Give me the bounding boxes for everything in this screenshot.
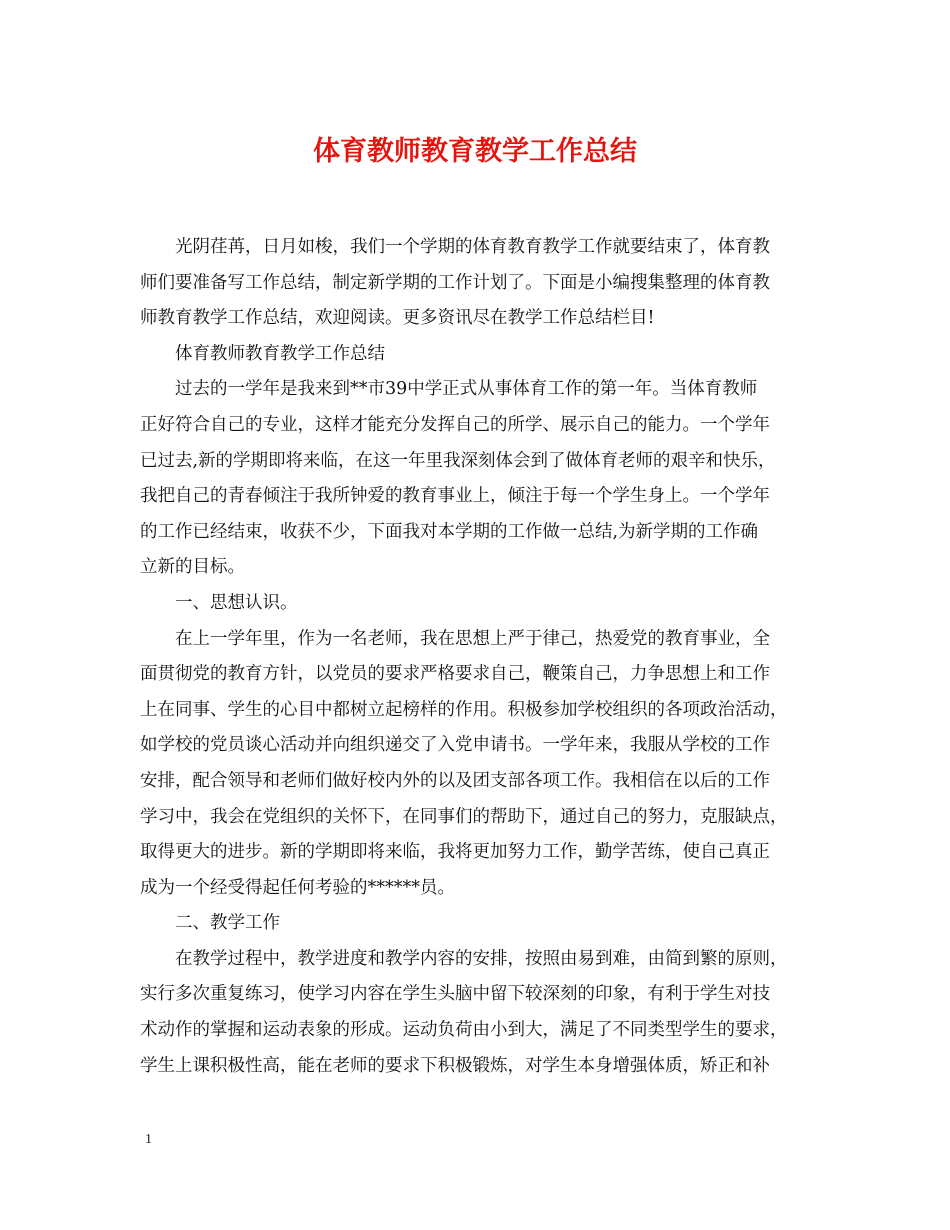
text-line: 在教学过程中，教学进度和教学内容的安排，按照由易到难，由简到繁的原则， xyxy=(175,948,788,969)
document-body xyxy=(140,230,812,1084)
text-line: 取得更大的进步。新的学期即将来临，我将更加努力工作，勤学苦练，使自己真正 xyxy=(140,842,770,863)
text-line: 光阴荏苒，日月如梭，我们一个学期的体育教育教学工作就要结束了，体育教 xyxy=(175,237,770,257)
text-line: 我把自己的青春倾注于我所钟爱的教育事业上，倾注于每一个学生身上。一个学年 xyxy=(140,486,770,507)
text-line: 安排，配合领导和老师们做好校内外的以及团支部各项工作。我相信在以后的工作 xyxy=(140,770,770,791)
text-line: 的工作已经结束，收获不少，下面我对本学期的工作做一总结,为新学期的工作确 xyxy=(140,521,759,542)
text-line: 学习中，我会在党组织的关怀下，在同事们的帮助下，通过自己的努力，克服缺点， xyxy=(140,806,788,827)
text-line: 二、教学工作 xyxy=(175,913,280,934)
text-line: 师教育教学工作总结，欢迎阅读。更多资讯尽在教学工作总结栏目! xyxy=(140,308,655,329)
text-line: 学生上课积极性高，能在老师的要求下积极锻炼，对学生本身增强体质，矫正和补 xyxy=(140,1055,770,1076)
text-line: 体育教师教育教学工作总结 xyxy=(175,343,385,364)
text-line: 正好符合自己的专业，这样才能充分发挥自己的所学、展示自己的能力。一个学年 xyxy=(140,414,770,435)
page-number: 1 xyxy=(145,1132,152,1147)
text-line: 过去的一学年是我来到**市39中学正式从事体育工作的第一年。当体育教师 xyxy=(175,379,758,400)
text-line: 成为一个经受得起任何考验的******员。 xyxy=(140,877,455,898)
document-title: 体育教师教育教学工作总结 xyxy=(313,136,637,167)
text-line: 如学校的党员谈心活动并向组织递交了入党申请书。一学年来，我服从学校的工作 xyxy=(140,735,770,756)
text-line: 一、思想认识。 xyxy=(175,592,298,613)
text-line: 实行多次重复练习，使学习内容在学生头脑中留下较深刻的印象，有利于学生对技 xyxy=(140,984,770,1005)
text-line: 上在同事、学生的心目中都树立起榜样的作用。积极参加学校组织的各项政治活动， xyxy=(140,699,788,720)
text-line: 师们要准备写工作总结，制定新学期的工作计划了。下面是小编搜集整理的体育教 xyxy=(140,272,770,293)
text-line: 立新的目标。 xyxy=(140,557,245,578)
text-line: 在上一学年里，作为一名老师，我在思想上严于律己，热爱党的教育事业，全 xyxy=(175,628,770,649)
text-line: 面贯彻党的教育方针，以党员的要求严格要求自己，鞭策自己，力争思想上和工作 xyxy=(140,664,770,685)
text-line: 已过去,新的学期即将来临，在这一年里我深刻体会到了做体育老师的艰辛和快乐， xyxy=(140,450,776,471)
text-line: 术动作的掌握和运动表象的形成。运动负荷由小到大，满足了不同类型学生的要求， xyxy=(140,1020,788,1041)
